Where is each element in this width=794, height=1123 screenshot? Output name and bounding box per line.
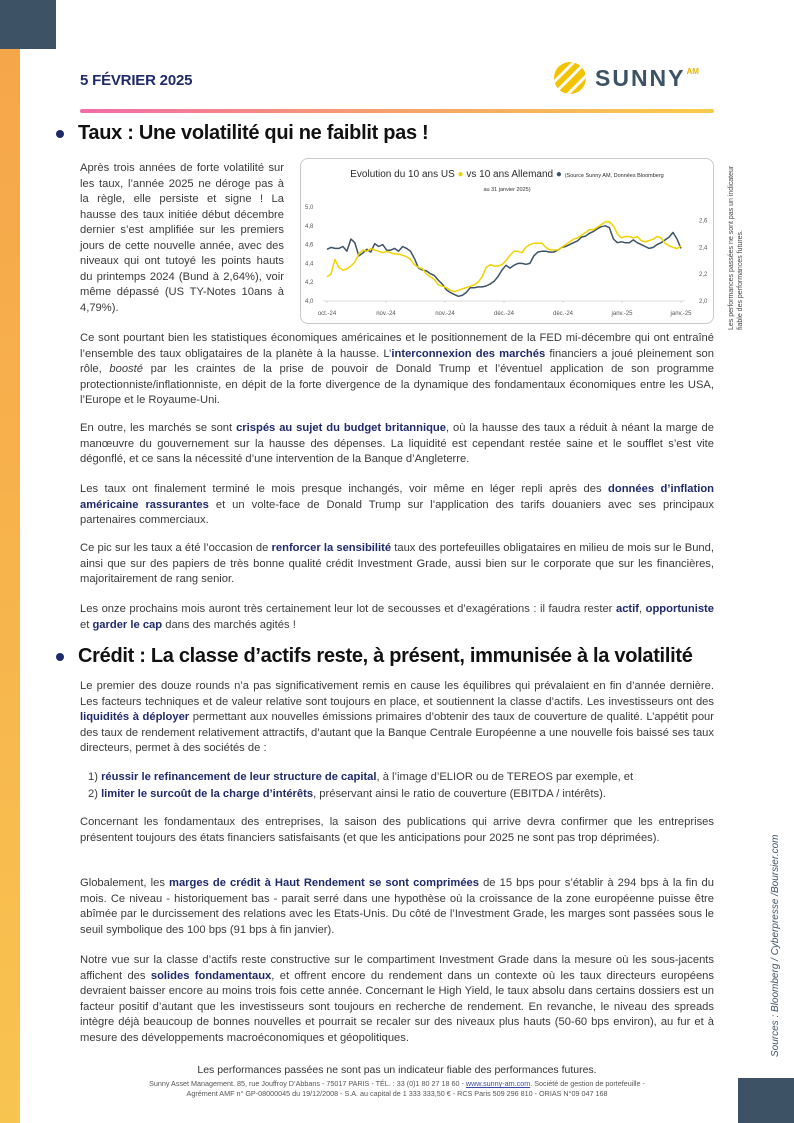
- side-color-band: [0, 49, 20, 1123]
- text-run: Les taux ont finalement terminé le mois presque inchangés, voir même en léger repli après des: [80, 483, 609, 495]
- bold-run: limiter le surcoût de la charge d’intérêts: [101, 787, 314, 800]
- footer-line-2: Agrément AMF n° GP-08000045 du 19/12/2008 - S.A. au capital de 1 333 333,50 € - RCS Paris 509 296 810 - ORIAS N°09 047 168: [186, 1089, 608, 1098]
- y-right-tick-label: 2,0: [699, 299, 708, 305]
- section-credit-heading: [56, 645, 693, 668]
- vertical-disclaimer: Les performances passées ne sont pas un indicateur fiable des performances futures.: [728, 165, 744, 330]
- bold-run: renforcer la sensibilité: [271, 542, 392, 554]
- chart-plot: [301, 159, 713, 323]
- rates-paragraph-2: [80, 421, 714, 468]
- bullet-icon: [56, 653, 64, 661]
- text-run: par les craintes de la prise de pouvoir de Donald Trump et l’éventuel application de son programme protectionniste/inflationniste, en dépit de la forte divergence de la dynamique des fondamentaux économiques entre les USA, l’Europe et le Royaume-Uni.: [80, 363, 714, 406]
- text-run: Ce pic sur les taux a été l’occasion de: [80, 542, 272, 554]
- text-run: , et offrent encore du rendement dans un contexte où les taux directeurs européens devraient baisser encore au moins trois fois cette année. Concernant le High Yield, le taux absolu dans certains dossiers est un facteur positif d’autant que les investisseurs sont toujours en recherche de rendement. En revanche, le niveau des spreads intègre déjà beaucoup de bonnes nouvelles et pourrait se recaler sur des niveaux plus hauts (50-60 bps environ), au fur et à mesure des développements macroéconomiques et géopolitiques.: [80, 969, 715, 1044]
- y-left-tick-label: 4,6: [305, 242, 314, 249]
- text-run: , à l’image d’ELIOR ou de TEREOS par exemple, et: [376, 771, 634, 783]
- bold-run: données d’inflation américaine rassurantes: [80, 483, 714, 511]
- text-run: de 15 bps pour s’établir à 294 bps à la fin du mois. Ce niveau - historiquement bas - parait serré dans une hypothèse où la croissance de la zone européenne puisse être abîmée par le durcissement des relations avec les Etats-Unis. Du côté de l’Investment Grade, les marges sont passées sous le seuil symbolique des 100 bps (91 bps à fin janvier).: [80, 877, 714, 936]
- credit-paragraph-3: [80, 876, 714, 938]
- y-left-tick-label: 5,0: [305, 205, 314, 211]
- sun-logo-icon: [553, 61, 587, 95]
- x-tick-label: janv.-25: [670, 311, 692, 317]
- credit-paragraph-2: Concernant les fondamentaux des entreprises, la saison des publications qui arrive devra confirmer que les entreprises présentent toujours des états financiers satisfaisants (et que les anticipations pour 2025 ne sont pas trop déprimées).: [80, 816, 714, 844]
- slate-dot-icon: ●: [555, 169, 562, 180]
- text-run: Le premier des douze rounds n’a pas significativement remis en cause les équilibres qui prévalaient en fin d’année dernière. Les facteurs techniques et de valeur relative sont toujours en place, et soutiennent la classe d’actifs. Les investisseurs ont des: [80, 680, 714, 708]
- italic-run: boosté: [109, 363, 143, 375]
- x-tick-label: nov.-24: [376, 311, 396, 317]
- y-right-tick-label: 2,4: [699, 245, 708, 252]
- text-run: , préservant ainsi le ratio de couverture (EBITDA / intérêts).: [313, 787, 606, 800]
- corner-block-bottom-right: [738, 1078, 794, 1123]
- y-left-tick-label: 4,2: [305, 280, 314, 287]
- bold-run: opportuniste: [645, 603, 715, 615]
- de-10y-series-line: [327, 222, 681, 292]
- text-run: En outre, les marchés se sont: [80, 422, 237, 434]
- y-right-tick-label: 2,6: [699, 218, 708, 225]
- rates-intro-paragraph: Après trois années de forte volatilité sur les taux, l’année 2025 ne déroge pas à la règle, elle persiste et signe ! La hausse des taux initiée début décembre dernier s’est amplifiée sur les premiers jours de cette nouvelle année, avec des niveaux qui ont tutoyé les points hauts du printemps 2024 (Bund à 2,64%), voir même dépassé (US TY-Notes 10ans à 4,79%).: [80, 162, 284, 314]
- text-run: . Société de gestion de portefeuille -: [530, 1079, 645, 1088]
- yellow-dot-icon: ●: [457, 169, 464, 180]
- logo-wordmark: SUNNY: [595, 64, 686, 91]
- x-tick-label: déc.-24: [552, 311, 574, 317]
- y-left-tick-label: 4,4: [305, 261, 314, 268]
- website-link[interactable]: www.sunny-am.com: [465, 1079, 531, 1088]
- credit-paragraph-1: [80, 679, 714, 757]
- text-run: taux des portefeuilles obligataires en milieu de mois sur le Bund, ainsi que sur des papiers de très bonne qualité crédit Investment Grade, aussi bien sur le corporate que sur les financières, majoritairement de rang senior.: [80, 542, 714, 585]
- x-tick-label: oct.-24: [317, 311, 337, 317]
- chart-source: (Source Sunny AM, Données Bloomberg: [564, 173, 664, 179]
- credit-list: [88, 769, 708, 802]
- bold-run: solides fondamentaux: [150, 969, 272, 982]
- text-run: Sunny Asset Management. 85, rue Jouffroy D’Abbans - 75017 PARIS - TÉL. : 33 (0)1 80 27 18 60 -: [149, 1079, 466, 1088]
- text-run: ,: [638, 603, 646, 615]
- section-rates-title: Taux : Une volatilité qui ne faiblit pas !: [78, 122, 429, 144]
- list-item: [88, 786, 708, 803]
- text-run: et: [80, 618, 93, 631]
- bold-run: marges de crédit à Haut Rendement se sont comprimées: [169, 877, 479, 889]
- bold-run: liquidités à déployer: [80, 711, 190, 723]
- bold-run: crispés au sujet du budget britannique: [236, 422, 446, 434]
- rates-paragraph-1: [80, 331, 714, 409]
- bold-run: réussir le refinancement de leur structure de capital: [101, 771, 377, 783]
- text-run: et un volte-face de Donald Trump sur l’application des tarifs douaniers avec ses principaux partenaires commerciaux.: [80, 498, 714, 526]
- credit-paragraph-4: [80, 953, 714, 1046]
- corner-block-top-left: [0, 0, 56, 49]
- footer-line-1: [80, 1079, 714, 1089]
- y-right-tick-label: 2,2: [699, 272, 708, 279]
- text-run: Les onze prochains mois auront très certainement leur lot de secousses et d’exagérations : il faudra rester: [80, 603, 616, 615]
- list-number: 1): [88, 771, 98, 783]
- section-rates-heading: [56, 122, 428, 145]
- bold-run: interconnexion des marchés: [391, 347, 546, 360]
- rates-paragraph-3: [80, 482, 714, 529]
- rates-chart: [300, 158, 714, 324]
- chart-title-us: Evolution du 10 ans US: [350, 169, 455, 180]
- x-tick-label: déc.-24: [493, 311, 515, 317]
- text-run: Globalement, les: [80, 877, 170, 889]
- footer-disclaimer: Les performances passées ne sont pas un indicateur fiable des performances futures.: [197, 1064, 597, 1076]
- bold-run: garder le cap: [92, 618, 163, 631]
- text-run: , où la hausse des taux a réduit à néant la marge de manœuvre du gouvernement sur la hausse des dépenses. La liquidité est cependant restée saine et le soufflet s’est vite dégonflé, et ce sans la nécessité d’une intervention de la Banque d’Angleterre.: [80, 422, 714, 465]
- list-number: 2): [88, 787, 98, 800]
- bold-run: actif: [615, 603, 639, 615]
- y-left-tick-label: 4,0: [305, 299, 314, 305]
- rates-paragraph-4: [80, 541, 714, 588]
- publication-date: 5 FÉVRIER 2025: [80, 72, 193, 89]
- y-left-tick-label: 4,8: [305, 223, 314, 230]
- logo-suffix: AM: [686, 66, 699, 76]
- text-run: permettant aux nouvelles émissions primaires d’obtenir des taux de couverture de qualité. L’appétit pour des taux de rendement relativement attractifs, d’autant que la Banque Centrale Européenne a une nouvelle fois baissé ses taux directeurs, permet à des sociétés de :: [80, 711, 715, 754]
- chart-title-de: vs 10 ans Allemand: [466, 169, 554, 180]
- header-gradient-rule: [80, 109, 714, 113]
- text-run: Notre vue sur la classe d’actifs reste constructive sur le compartiment Investment Grade dans la mesure où les sous-jacents affichent des: [80, 954, 714, 982]
- rates-paragraph-5: [80, 602, 714, 633]
- text-run: financiers a joué pleinement son rôle,: [80, 347, 714, 375]
- sunny-am-logo: [553, 60, 699, 96]
- text-run: Ce sont pourtant bien les statistiques économiques américaines et le positionnement de la FED mi-décembre qui ont entraîné l’ensemble des taux obligataires de la planète à la hausse. L’: [80, 332, 714, 360]
- text-run: dans des marchés agités !: [162, 618, 296, 631]
- x-tick-label: janv.-25: [611, 311, 633, 317]
- bullet-icon: [56, 130, 64, 138]
- footer-legal: [80, 1079, 714, 1099]
- chart-subtitle: au 31 janvier 2025): [483, 187, 531, 193]
- list-item: [88, 769, 708, 786]
- vertical-sources: Sources : Bloomberg / Cyberpresse /Boursier.com: [770, 834, 781, 1057]
- section-credit-title: Crédit : La classe d’actifs reste, à présent, immunisée à la volatilité: [78, 645, 693, 667]
- x-tick-label: nov.-24: [435, 311, 455, 317]
